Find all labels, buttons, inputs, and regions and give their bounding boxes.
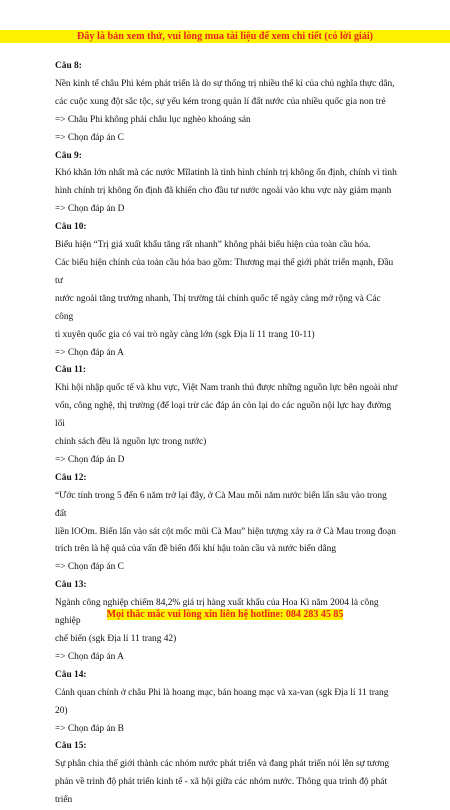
answer-line: => Chọn đáp án D [55, 204, 125, 215]
question-block [55, 577, 400, 667]
answer-content [55, 58, 400, 810]
explanation-line: Sự phân chia thế giới thành các nhóm nước phát triển và đang phát triển nói lên sự tương [55, 759, 390, 770]
explanation-line: “Ước tính trong 5 đến 6 năm trở lại đây, ở Cà Mau mỗi năm nước biển lấn sâu vào trong đất [55, 490, 387, 519]
question-block [55, 58, 400, 148]
answer-line: => Chọn đáp án A [55, 347, 124, 358]
hotline-text: Mọi thắc mắc vui lòng xin liên hệ hotline: 084 283 45 85 [106, 609, 344, 620]
explanation-line: Khó khăn lớn nhất mà các nước Mĩlatinh là tình hình chính trị không ổn định, chính vì tình [55, 168, 397, 179]
question-block [55, 362, 400, 469]
answer-line: => Chọn đáp án B [55, 723, 124, 734]
answer-line: => Chọn đáp án D [55, 454, 125, 465]
question-title: Câu 13: [55, 580, 87, 591]
question-title: Câu 12: [55, 472, 87, 483]
preview-notice-text: Đây là bản xem thử, vui lòng mua tài liệu để xem chi tiết (có lời giải) [76, 31, 374, 42]
explanation-line: Biểu hiện “Trị giá xuất khẩu tăng rất nhanh” không phải biểu hiện của toàn cầu hóa. [55, 240, 371, 251]
question-block [55, 738, 400, 810]
question-title: Câu 15: [55, 741, 87, 752]
explanation-line: Cảnh quan chính ở châu Phi là hoang mạc, bán hoang mạc và xa-van (sgk Địa lí 11 trang 20) [55, 687, 389, 716]
explanation-line: Khi hội nhập quốc tế và khu vực, Việt Nam tranh thủ được những nguồn lực bên ngoài như [55, 383, 398, 394]
question-block [55, 219, 400, 362]
explanation-line: các cuộc xung đột sắc tộc, sự yếu kém trong quản lí đất nước của nhiều quốc gia non trẻ [55, 96, 386, 107]
question-title: Câu 8: [55, 61, 82, 71]
explanation-line: chính sách đều là nguồn lực trong nước) [55, 437, 207, 448]
question-block [55, 667, 400, 739]
explanation-line: Nền kinh tế châu Phi kém phát triển là do sự thống trị nhiều thế kỉ của chủ nghĩa thực dân, [55, 78, 395, 89]
explanation-line: Ngành công nghiệp chiếm 84,2% giá trị hàng xuất khẩu của Hoa Kì năm 2004 là công nghiệp [55, 598, 379, 627]
hotline-footer [0, 608, 450, 621]
preview-notice-banner [0, 30, 450, 43]
explanation-line: chế biến (sgk Địa lí 11 trang 42) [55, 634, 177, 644]
explanation-line: liền lOOm. Biển lấn vào sát cột mốc mũi Cà Mau” hiện tượng xảy ra ở Cà Mau trong đoạn [55, 526, 396, 537]
explanation-line: phản về trình độ phát triển kinh tế - xã hội giữa các nhóm nước. Thông qua trình độ phát triển [55, 777, 388, 806]
question-title: Câu 9: [55, 150, 82, 161]
question-title: Câu 10: [55, 222, 87, 233]
answer-line: => Chọn đáp án A [55, 651, 124, 662]
explanation-line: nước ngoài tăng trưởng nhanh, Thị trường tài chính quốc tế ngày càng mở rộng và Các công [55, 293, 381, 322]
explanation-line: ti xuyên quốc gia có vai trò ngày càng lớn (sgk Địa lí 11 trang 10-11) [55, 329, 315, 340]
answer-line: => Chọn đáp án C [55, 132, 124, 143]
question-title: Câu 11: [55, 365, 86, 376]
answer-line: => Châu Phi không phải châu lục nghèo khoáng sản [55, 114, 251, 125]
explanation-line: trích trên là hệ quả của vấn đề biến đổi khí hậu toàn cầu và nước biển dâng [55, 544, 337, 555]
explanation-line: hình chính trị không ổn định đã khiến cho đầu tư nước ngoài vào khu vực này giảm mạnh [55, 186, 392, 197]
explanation-line: Các biểu hiện chính của toàn cầu hóa bao gồm: Thương mại thế giới phát triển mạnh, Đầu tư [55, 257, 394, 286]
question-title: Câu 14: [55, 669, 87, 680]
question-block [55, 148, 400, 220]
question-block [55, 470, 400, 577]
answer-line: => Chọn đáp án C [55, 562, 124, 573]
explanation-line: vốn, công nghệ, thị trường (để loại trừ các đáp án còn lại do các nguồn nội lực hay đường lối [55, 401, 392, 430]
